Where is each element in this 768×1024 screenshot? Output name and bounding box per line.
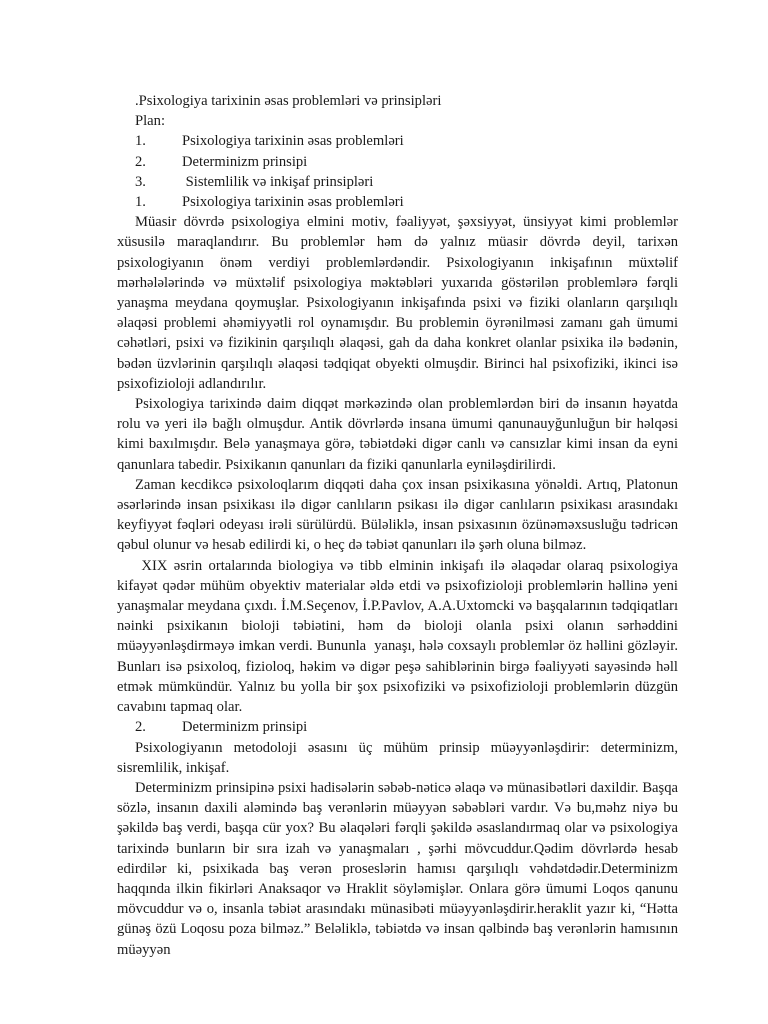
plan-item-text: Determinizm prinsipi: [182, 153, 308, 170]
document-body: [117, 91, 682, 960]
plan-item: [117, 172, 678, 192]
document-title: .Psixologiya tarixinin əsas problemləri və prinsipləri: [135, 93, 442, 109]
paragraph: Psixologiya tarixində daim diqqət mərkəzində olan problemlərdən biri də insanın həyatda rolu və yeri ilə bağlı olmuşdur. Antik dövrlərdə insana ümumi qanunauyğunluğun bir həlqəsi kimi baxılmışdır. Belə yanaşmaya görə, təbiətdəki digər canlı və cansızlar kimi insan da eyni qanunlara tabedir. Psixikanın qanunları da fiziki qanunlarla eyniləşdirilirdi.: [117, 396, 678, 473]
section-heading: [117, 717, 678, 737]
plan-item-number: 2.: [135, 153, 146, 170]
plan-label: Plan:: [135, 113, 165, 130]
plan-item: [117, 131, 678, 151]
paragraph: Determinizm prinsipinə psixi hadisələrin səbəb-nəticə əlaqə və münasibətləri daxildir. Başqa sözlə, insanın daxili aləmində baş verənlərin müəyyən səbəbləri vardır. Və bu,məhz niyə bu şəkildə baş verdi, başqa cür yox? Bu əlaqələri fərqli şəkildə əsaslandırmaq olar və psixologiya tarixində bunların bir sıra izah və yanaşmaları , şərhi mövcuddur.Qədim dövrlərdə hesab edirdilər ki, psixikada baş verən proseslərin hamısı qarşılıqlı vəhdətdədir.Determinizm haqqında ilkin fikirləri Anaksaqor və Hraklit söyləmişlər. Onlara görə ümumi Loqos qanunu mövcuddur və o, insanla təbiət arasındakı münasibəti müəyyənləşdirir.heraklit yazır ki, “Hətta günəş özü Loqosu poza bilməz.” Beləliklə, təbiətdə və insan qəlbində baş verənlərin hamısının müəyyən: [117, 779, 678, 958]
plan-item-text: Sistemlilik və inkişaf prinsipləri: [182, 173, 374, 190]
paragraph: XIX əsrin ortalarında biologiya və tibb elminin inkişafı ilə əlaqədar olaraq psixologiya kifayət qədər mühüm obyektiv materialar əldə etdi və psixofizioloji problemlərin həllinə yeni yanaşmalar meydana çıxdı. İ.M.Seçenov, İ.P.Pavlov, A.A.Uxtomcki və başqalarının tədqiqatları nəinki psixikanın bioloji təbiətini, həm də bioloji olanla psixi olanın sərhəddini müəyyənləşdirməyə imkan verdi. Bununla yanaşı, hələ coxsaylı problemlər öz həllini gözləyir. Bunları isə psixoloq, fizioloq, həkim və digər peşə sahiblərinin birgə fəaliyyəti sayəsində həll etmək mümkündür. Yalnız bu yolla bir şox psixofiziki və psixofizioloji problemlərin düzgün cavabını tapmaq olar.: [117, 557, 682, 716]
plan-item: [117, 152, 678, 172]
section-number: 1.: [135, 194, 146, 211]
section-title: Psixologiya tarixinin əsas problemləri: [182, 194, 404, 211]
section-number: 2.: [135, 719, 146, 736]
section-heading: [117, 192, 678, 212]
paragraph: Müasir dövrdə psixologiya elmini motiv, fəaliyyət, şəxsiyyət, ünsiyyət kimi problemlər xüsusilə maraqlandırır. Bu problemlər həm də yalnız müasir dövrdə deyil, tarixən psixologiyanın önəm verdiyi problemlərdəndir. Psixologiyanın inkişafının müxtəlif mərhələlərində və müxtəlif psixologiya məktəbləri yuxarıda göstərilən problemlərə fərqli yanaşma meydana qoymuşlar. Psixologiyanın inkişafında psixi və fiziki olanların qarşılıqlı əlaqəsi problemi əhəmiyyətli rol oynamışdır. Bu problemin öyrənilməsi zamanı gah ümumi cəhətləri, psixi və fizikinin qarşılıqlı əlaqəsi, gah da daha konkret olanlar psixika ilə bədənin, bədən üzvlərinin qarşılıqlı əlaqəsi tədqiqat obyekti olmuşdir. Birinci hal psixofiziki, ikinci isə psixofizioloji adlandırılır.: [117, 214, 678, 392]
plan-item-text: Psixologiya tarixinin əsas problemləri: [182, 133, 404, 150]
paragraph: Zaman kecdikcə psixoloqlarım diqqəti daha çox insan psixikasına yönəldi. Artıq, Platonun əsərlərində insan psixikası ilə digər canlıların psikası ilə digər canlıların psixikası arasındakı keyfiyyət fəqləri odeyası irəli sürülürdü. Büləliklə, insan psixasının özünəməxsusluğu tədricən qəbul olunur və hesab edilirdi ki, o heç də təbiət qanunları ilə şərh oluna bilməz.: [117, 476, 678, 554]
plan-item-number: 1.: [135, 133, 146, 150]
plan-item-number: 3.: [135, 173, 146, 190]
paragraph: Psixologiyanın metodoloji əsasını üç mühüm prinsip müəyyənləşdirir: determinizm, sisremlilik, inkişaf.: [117, 739, 678, 776]
section-title: Determinizm prinsipi: [182, 719, 308, 736]
